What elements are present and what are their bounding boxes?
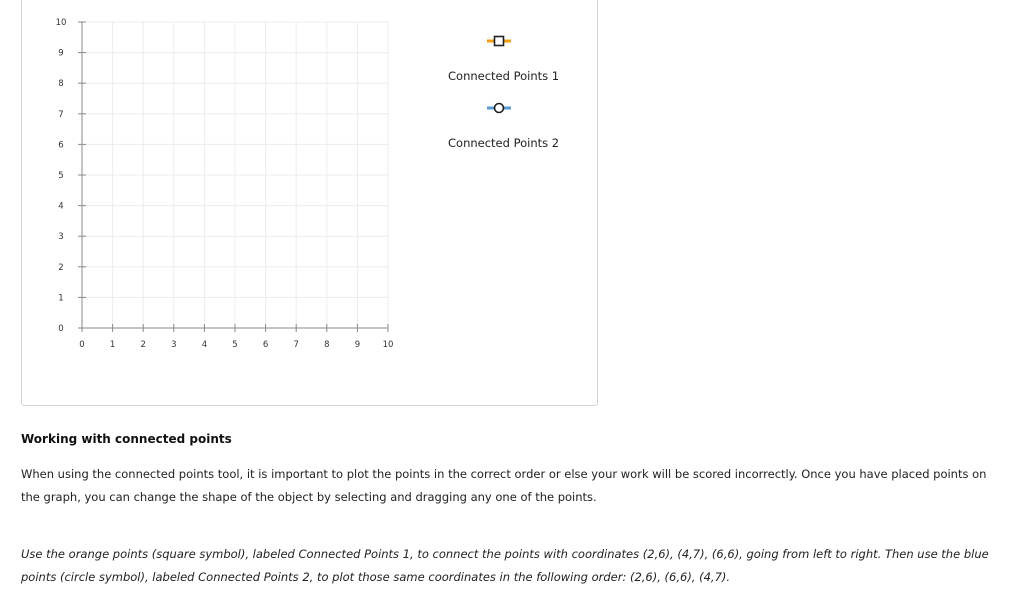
instruction-paragraph-2: Use the orange points (square symbol), labeled Connected Points 1, to connect the points with coordinates (2,6), (4,7), (6,6), going from left to right. Then use the blue points (circle symbol), labeled Connected Points 2, to plot those same coordinates in the following order: (2,6), (6,6), (4,7). xyxy=(21,547,989,584)
legend-label-connected-points-2[interactable]: Connected Points 2 xyxy=(448,136,560,150)
y-tick-label: 3 xyxy=(58,232,64,243)
blue-circle-point-icon xyxy=(487,101,511,115)
graph-plot-area[interactable] xyxy=(22,0,597,415)
x-tick-label: 1 xyxy=(109,340,116,350)
connected-points-1-tool[interactable] xyxy=(487,34,511,48)
section-heading: Working with connected points xyxy=(21,432,232,446)
x-tick-label: 0 xyxy=(79,340,85,350)
orange-square-point-icon xyxy=(487,34,511,48)
x-tick-label: 5 xyxy=(232,340,238,350)
x-tick-label: 2 xyxy=(140,340,146,350)
x-tick-label: 10 xyxy=(382,340,394,350)
instruction-paragraph-1: When using the connected points tool, it is important to plot the points in the correct order or else your work will be scored incorrectly. Once you have placed points on the graph, you can change the shape of the object by selecting and dragging any one of the points. xyxy=(21,467,987,504)
y-tick-label: 10 xyxy=(55,18,67,28)
y-tick-label: 7 xyxy=(58,109,64,120)
legend-label-connected-points-1[interactable]: Connected Points 1 xyxy=(448,69,560,83)
y-tick-label: 2 xyxy=(58,262,64,273)
y-tick-label: 1 xyxy=(58,293,64,304)
y-tick-label: 8 xyxy=(58,79,64,90)
x-tick-label: 8 xyxy=(324,340,330,350)
y-tick-label: 0 xyxy=(58,324,64,334)
y-tick-label: 5 xyxy=(58,171,64,181)
y-tick-label: 6 xyxy=(58,140,64,151)
x-tick-label: 3 xyxy=(171,340,177,350)
x-tick-label: 6 xyxy=(262,340,269,350)
x-tick-label: 4 xyxy=(201,340,208,350)
x-tick-label: 9 xyxy=(354,340,361,350)
graph-panel xyxy=(21,0,598,406)
y-tick-label: 4 xyxy=(58,201,64,212)
y-tick-label: 9 xyxy=(58,48,64,59)
x-tick-label: 7 xyxy=(293,340,299,350)
connected-points-2-tool[interactable] xyxy=(487,101,511,115)
